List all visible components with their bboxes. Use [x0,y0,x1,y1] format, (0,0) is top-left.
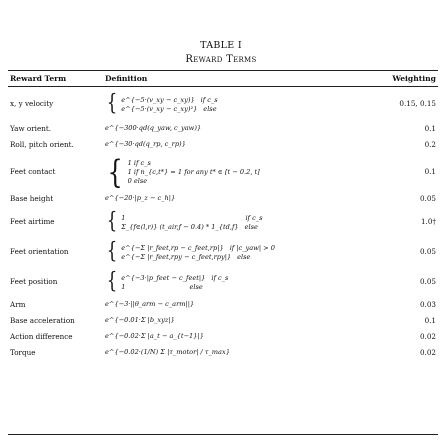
case-condition: else [237,253,251,261]
term-cell: Base height [10,194,54,204]
case-expression: e^{−5·(v_xy − c_xy)²} [121,105,198,113]
table-row [8,345,438,361]
case-expression: e^{−Σ |r_feet,rp − c_feet,rp|} [121,244,224,252]
weighting-cell: 0.03 [419,300,436,310]
case-expression: 1 if c_s [127,158,151,167]
term-cell: Action difference [10,332,73,342]
weighting-cell: 0.1 [424,316,436,326]
left-brace: { [106,239,118,264]
header-term: Reward Term [10,74,67,84]
case-expression: Σ_{f∈(l,r)} (t_air,f − 0.4) * 1_{td,f} [121,223,239,231]
left-brace: { [106,91,118,116]
header-weighting: Weighting [392,74,436,84]
table-row [8,207,438,237]
table-row [8,191,438,207]
definition-cell [103,87,374,121]
weighting-cell: 0.05 [419,194,436,204]
case-expression: 1 [121,214,126,222]
reward-terms-table [8,72,438,361]
term-cell: Torque [10,348,36,358]
term-cell: Roll, pitch orient. [10,140,74,150]
case-condition: else [244,223,258,231]
term-cell: Yaw orient. [10,124,52,134]
table-row [8,329,438,345]
term-cell: Feet position [10,277,58,287]
definition-cell [103,207,374,237]
bottom-rule [8,434,438,435]
case-expression: e^{−5·(v_xy − c_xy)} [121,96,195,104]
table-row [8,137,438,153]
table-row [8,267,438,297]
definition-cell: e^{−300·qd(q_yaw, c_yaw)} [104,124,202,133]
case-condition: if |c_yaw| > 0 [229,244,275,252]
table-number: TABLE I [200,40,242,51]
case-expression: e^{−3·|p_feet − c_feet|} [121,274,206,282]
definition-cell [103,237,374,267]
table-row [8,313,438,329]
definition-cell: e^{−30·qd(q_rp, c_rp)} [104,140,186,149]
left-brace: { [106,269,118,294]
definition-cell: e^{−0.02·Σ |a_t − a_{t−1}|} [104,332,204,341]
term-cell: Base acceleration [10,316,75,326]
definition-cell: e^{−3·||θ_arm − c_arm||} [104,300,195,309]
weighting-cell: 0.02 [419,348,436,358]
term-cell: Feet orientation [10,247,69,257]
term-cell: Arm [10,300,26,310]
table-row [8,121,438,137]
definition-cell [103,267,374,297]
case-condition: if c_s [211,274,229,282]
header-definition: Definition [104,74,148,84]
weighting-cell: 0.15, 0.15 [399,99,436,109]
case-condition: if c_s [200,96,218,104]
weighting-cell: 0.05 [419,247,436,257]
term-cell: Feet airtime [10,217,55,227]
case-expression: e^{−Σ |r_feet,rpy − c_feet,rpy|} [121,253,232,261]
weighting-cell: 0.1 [424,124,436,134]
case-expression: 0 else [127,176,148,185]
definition-cell: e^{−20·|p_z − c_h|} [104,194,176,203]
table-title: Reward Terms [185,54,257,65]
definition-cell [103,153,374,191]
case-expression: 1 [121,283,126,291]
term-cell: x, y velocity [10,99,54,109]
weighting-cell: 0.02 [419,332,436,342]
definition-cell: e^{−0.02·(1/N) Σ |τ_motor| / τ_max} [104,348,230,357]
weighting-cell: 1.0† [420,217,436,227]
weighting-cell: 0.2 [424,140,436,150]
case-condition: else [203,105,217,113]
term-cell: Feet contact [10,167,56,177]
definition-cell: e^{−0.01·Σ |b_xyz|} [104,316,175,325]
table-row [8,153,438,191]
weighting-cell: 0.05 [419,277,436,287]
case-condition: else [189,283,203,291]
table-row [8,237,438,267]
case-condition: if c_s [245,214,263,222]
weighting-cell: 0.1 [424,167,436,177]
left-brace: { [106,209,118,234]
table-row [8,87,438,121]
left-brace: { [107,153,123,191]
table-row [8,297,438,313]
case-expression: 1 if n_{c,t*} = 1 for any t* ∈ [t − 0.2, t] [127,167,260,176]
table-header-row [8,72,438,87]
